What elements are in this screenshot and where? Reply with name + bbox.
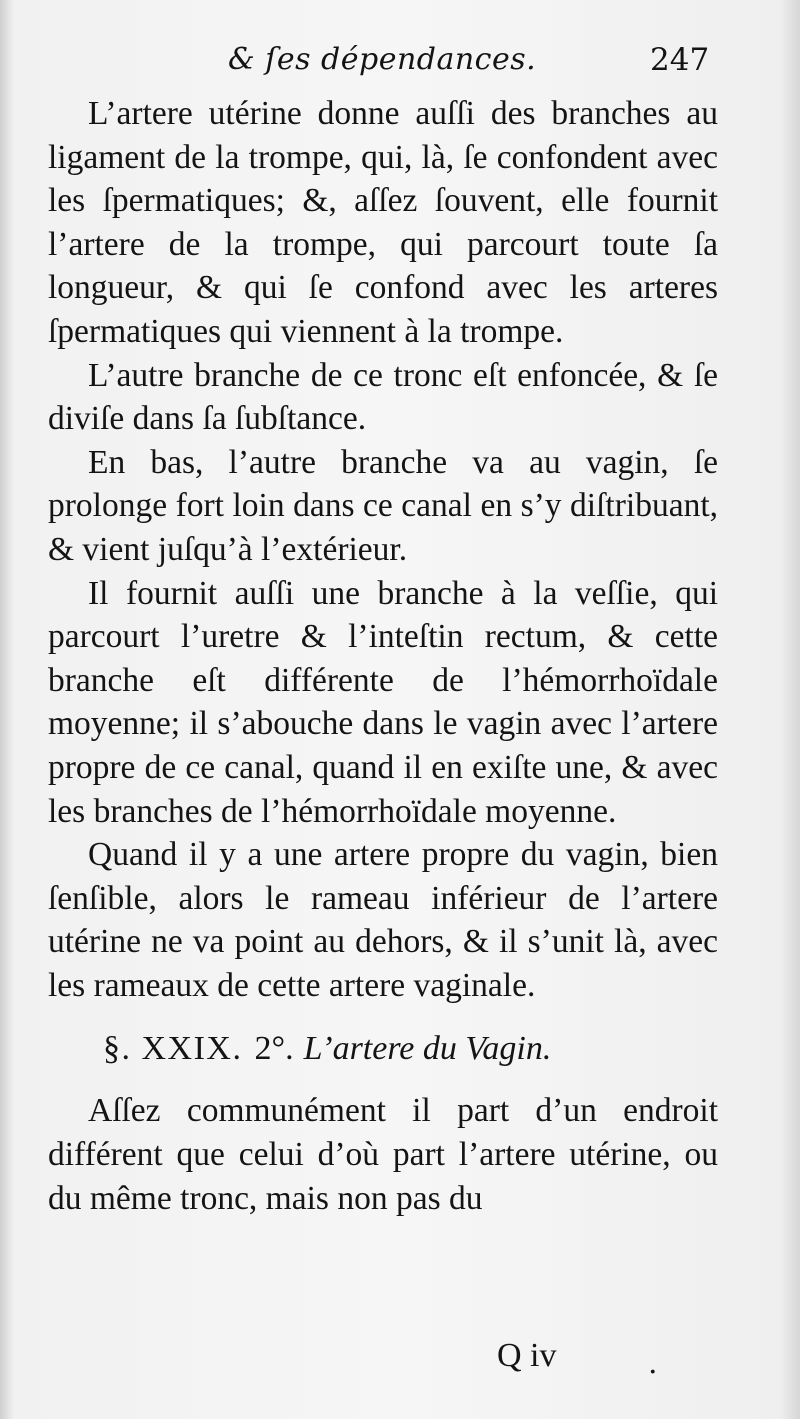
- paragraph: Quand il y a une artere propre du vagin, bien ſenſible, alors le rameau inférieur de l’artere utérine ne va point au dehors, & il s’unit là, avec les rameaux de cette artere vaginale.: [48, 836, 718, 1004]
- section-number: §. XXIX.: [103, 1030, 243, 1068]
- running-title: & ſes dépendances.: [228, 42, 537, 77]
- section-heading: [48, 1027, 718, 1071]
- page-number: 247: [650, 42, 710, 78]
- paragraph: Aſſez communément il part d’un endroit différent que celui d’où part l’artere utérine, ou du même tronc, mais non pas du: [48, 1092, 718, 1217]
- paragraph: L’autre branche de ce tronc eſt enfoncée, & ſe diviſe dans ſa ſubſtance.: [48, 356, 718, 438]
- section-title: L’artere du Vagin.: [303, 1030, 552, 1068]
- paragraph: L’artere utérine donne auſſi des branches au ligament de la trompe, qui, là, ſe confondent avec les ſpermatiques; &, aſſez ſouvent, elle fournit l’artere de la trompe, qui parcourt toute ſa longueur, & qui ſe confond avec les arteres ſpermatiques qui viennent à la trompe.: [48, 95, 718, 350]
- footer-dot: .: [648, 1346, 658, 1381]
- paragraph: Il fournit auſſi une branche à la veſſie, qui parcourt l’uretre & l’inteſtin rectum, & cette branche eſt différente de l’hémorrhoïdale moyenne; il s’abouche dans le vagin avec l’artere propre de ce canal, quand il en exiſte une, & avec les branches de l’hémorrhoïdale moyenne.: [48, 574, 718, 830]
- section-ordinal: 2°.: [254, 1030, 294, 1068]
- page-header: [0, 40, 800, 90]
- paragraph: En bas, l’autre branche va au vagin, ſe prolonge fort loin dans ce canal en s’y diſtribuant, & vient juſqu’à l’extérieur.: [48, 443, 718, 568]
- signature-mark: Q iv: [497, 1337, 557, 1374]
- body-text: [48, 92, 718, 1220]
